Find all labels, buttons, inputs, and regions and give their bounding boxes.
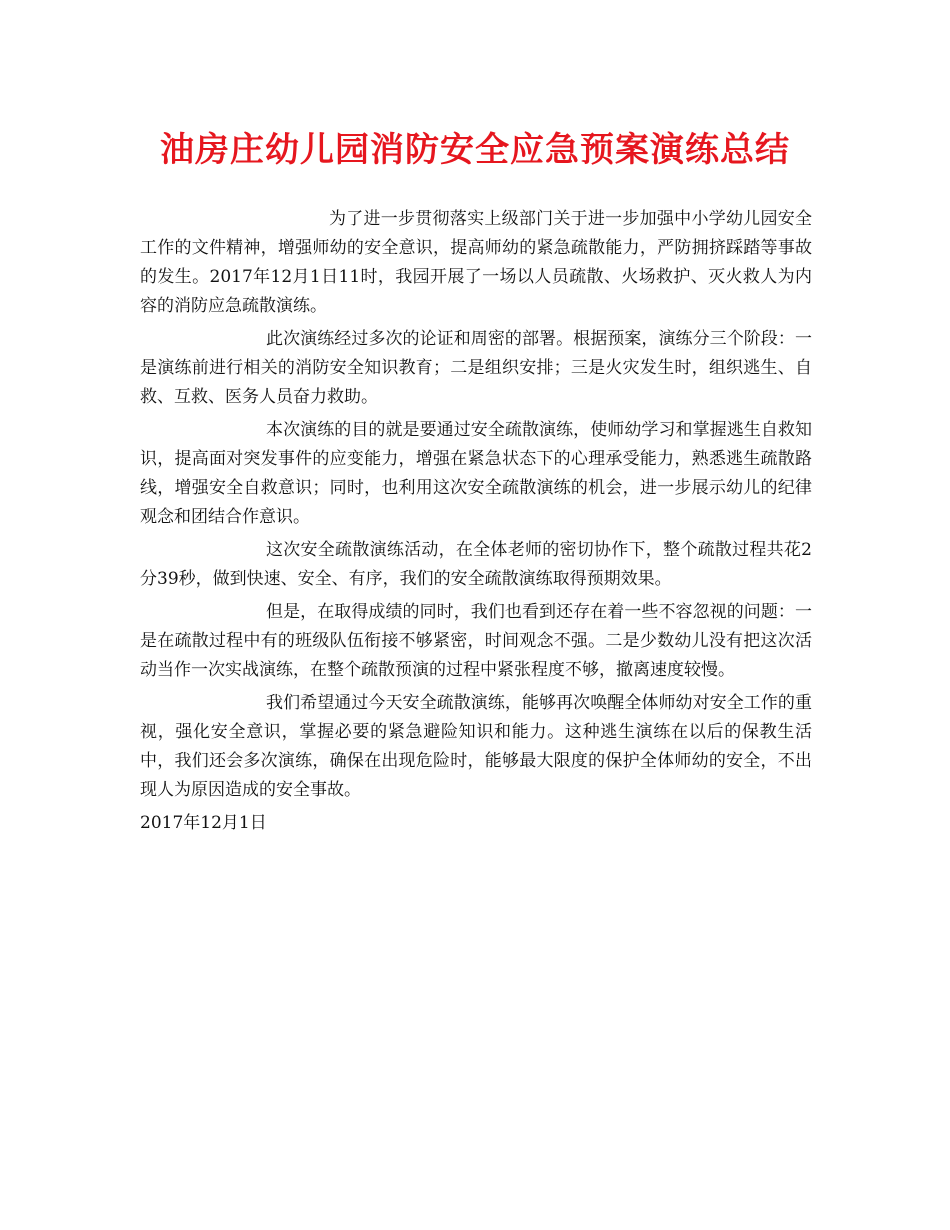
document-body: [140, 205, 812, 838]
paragraph-result: 这次安全疏散演练活动，在全体老师的密切协作下，整个疏散过程共花2分39秒，做到快速、安全、有序，我们的安全疏散演练取得预期效果。: [140, 540, 812, 589]
paragraph-intro: 为了进一步贯彻落实上级部门关于进一步加强中小学幼儿园安全工作的文件精神，增强师幼的安全意识，提高师幼的紧急疏散能力，严防拥挤踩踏等事故的发生。2017年12月1日11时，我园开展了一场以人员疏散、火场救护、灭火救人为内容的消防应急疏散演练。: [140, 209, 812, 316]
paragraph-outlook: 我们希望通过今天安全疏散演练，能够再次唤醒全体师幼对安全工作的重视，强化安全意识，掌握必要的紧急避险知识和能力。这种逃生演练在以后的保教生活中，我们还会多次演练，确保在出现危险时，能够最大限度的保护全体师幼的安全，不出现人为原因造成的安全事故。: [140, 693, 812, 800]
paragraph-stages: 此次演练经过多次的论证和周密的部署。根据预案，演练分三个阶段：一是演练前进行相关的消防安全知识教育；二是组织安排；三是火灾发生时，组织逃生、自救、互救、医务人员奋力救助。: [140, 329, 812, 407]
document-title: 油房庄幼儿园消防安全应急预案演练总结: [160, 130, 790, 170]
paragraph-purpose: 本次演练的目的就是要通过安全疏散演练，使师幼学习和掌握逃生自救知识，提高面对突发事件的应变能力，增强在紧急状态下的心理承受能力，熟悉逃生疏散路线，增强安全自救意识；同时，也利用这次安全疏散演练的机会，进一步展示幼儿的纪律观念和团结合作意识。: [140, 420, 812, 527]
paragraph-problems: 但是，在取得成绩的同时，我们也看到还存在着一些不容忽视的问题：一是在疏散过程中有的班级队伍衔接不够紧密，时间观念不强。二是少数幼儿没有把这次活动当作一次实战演练，在整个疏散预演的过程中紧张程度不够，撤离速度较慢。: [140, 602, 812, 680]
document-date: 2017年12月1日: [140, 813, 267, 833]
